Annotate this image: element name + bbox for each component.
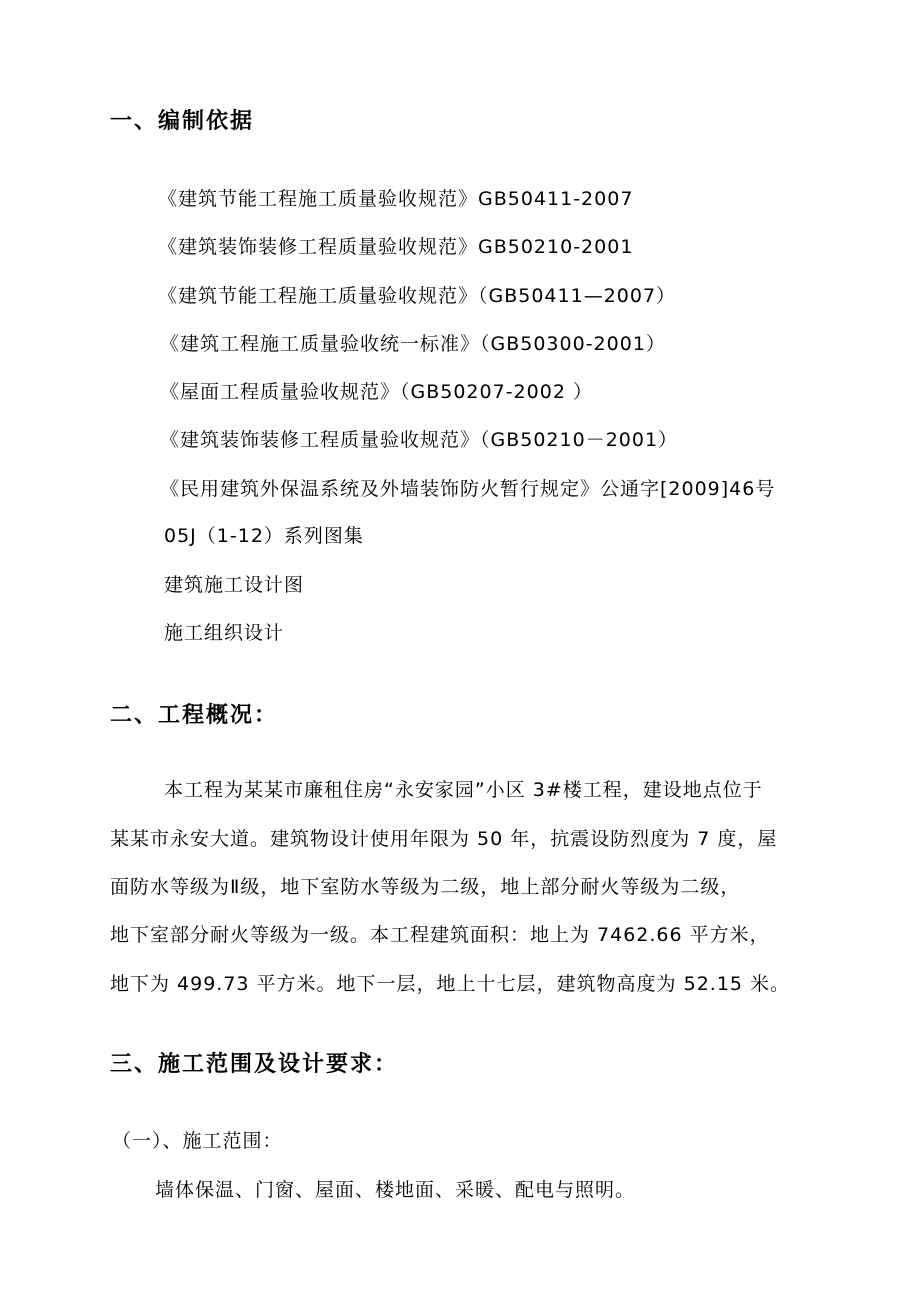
reference-item: 《建筑节能工程施工质量验收规范》GB50411-2007: [158, 188, 634, 210]
reference-item: 《建筑装饰装修工程质量验收规范》（GB50210－2001）: [160, 429, 679, 451]
reference-item: 施工组织设计: [164, 622, 285, 644]
reference-item: 《建筑节能工程施工质量验收规范》（GB50411—2007）: [158, 285, 677, 307]
scope-text: 墙体保温、门窗、屋面、楼地面、采暖、配电与照明。: [155, 1179, 636, 1201]
reference-item: 《民用建筑外保温系统及外墙装饰防火暂行规定》公通字[2009]46号: [160, 478, 776, 500]
reference-item: 《屋面工程质量验收规范》（GB50207-2002 ）: [160, 381, 593, 403]
section-heading-basis: 一、编制依据: [110, 109, 255, 134]
paragraph-line: 某某市永安大道。建筑物设计使用年限为 50 年，抗震设防烈度为 7 度，屋: [110, 828, 778, 850]
paragraph-line: 地下为 499.73 平方米。地下一层，地上十七层，建筑物高度为 52.15 米。: [110, 973, 791, 995]
paragraph-line: 面防水等级为Ⅱ级，地下室防水等级为二级，地上部分耐火等级为二级，: [110, 876, 741, 898]
sub-heading-scope: （一）、施工范围：: [112, 1130, 283, 1152]
reference-item: 05J（1-12）系列图集: [164, 525, 364, 547]
paragraph-line: 地下室部分耐火等级为一级。本工程建筑面积：地上为 7462.66 平方米，: [110, 924, 770, 946]
section-heading-scope: 三、施工范围及设计要求：: [110, 1052, 399, 1077]
reference-item: 《建筑装饰装修工程质量验收规范》GB50210-2001: [158, 236, 634, 258]
reference-item: 《建筑工程施工质量验收统一标准》（GB50300-2001）: [160, 333, 666, 355]
reference-item: 建筑施工设计图: [164, 574, 305, 596]
paragraph-line: 本工程为某某市廉租住房“永安家园”小区 3#楼工程，建设地点位于: [164, 779, 763, 801]
section-heading-overview: 二、工程概况：: [110, 703, 279, 728]
